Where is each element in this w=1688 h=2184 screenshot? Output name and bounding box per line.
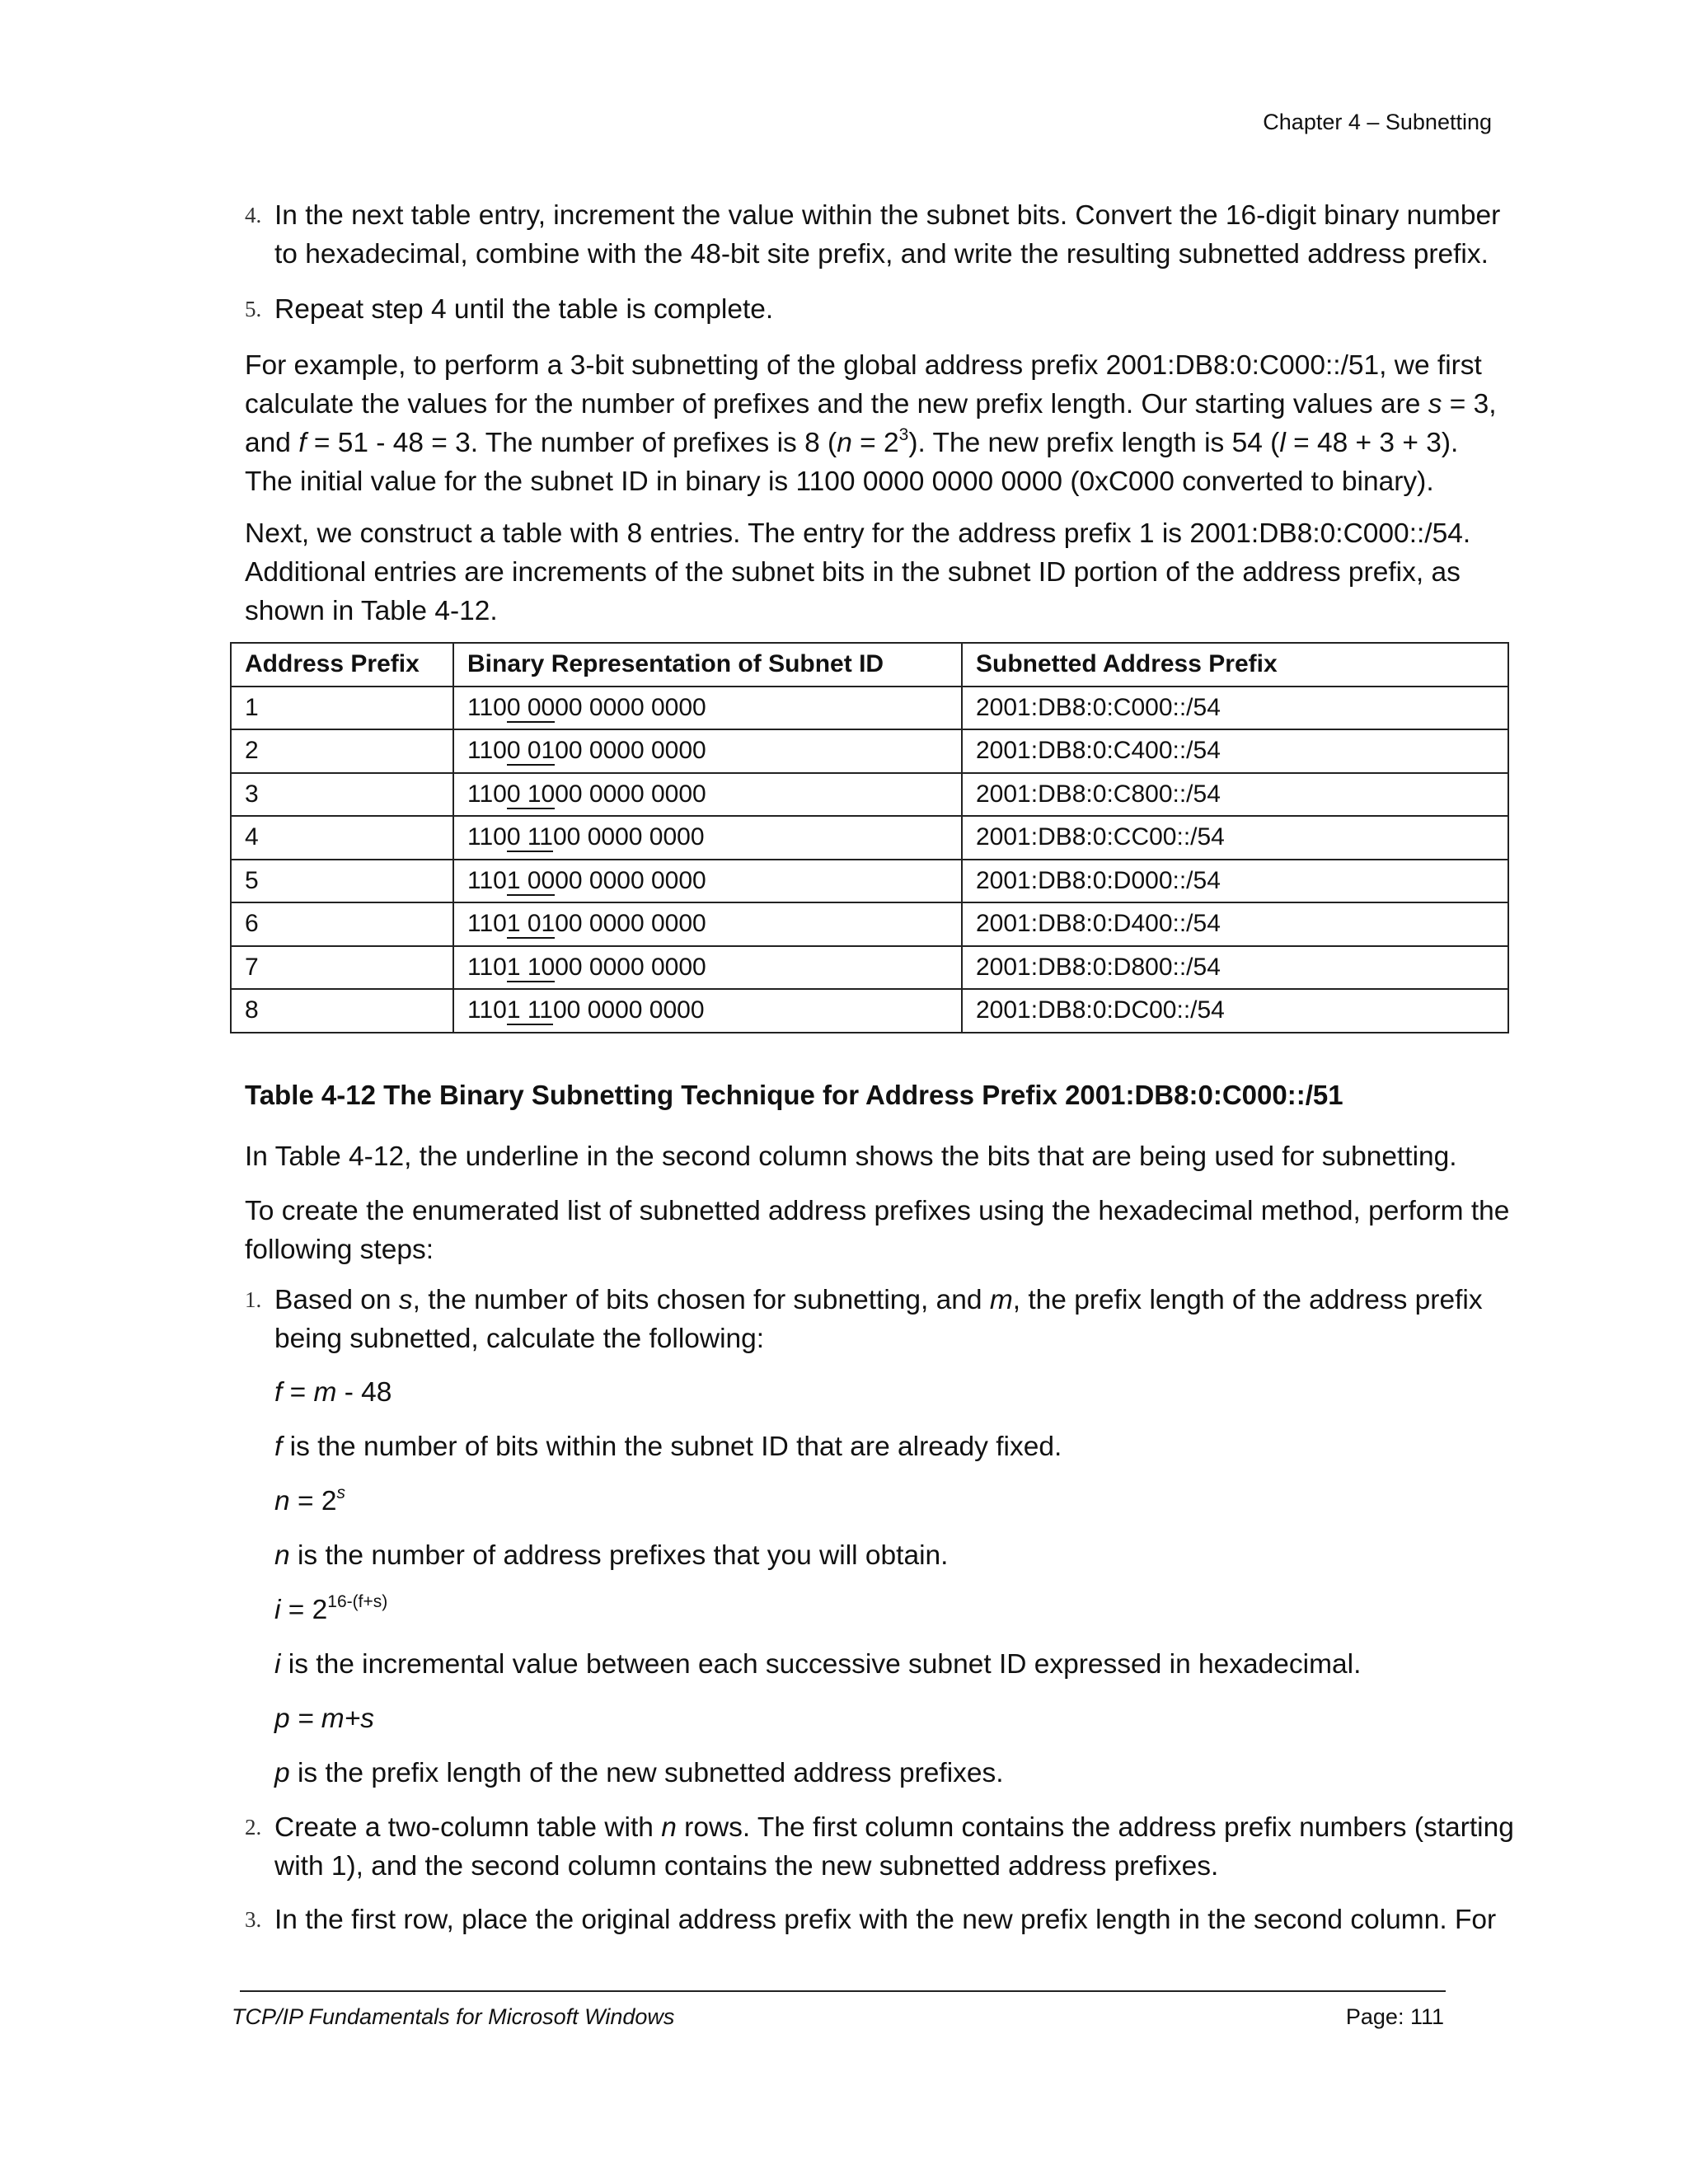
formula-f-description: f is the number of bits within the subnet ID that are already fixed. (274, 1432, 1062, 1462)
prefix-number-cell: 8 (231, 989, 453, 1033)
subnet-bits-underline: 0 01 (506, 737, 556, 765)
prefix-number-cell: 1 (231, 687, 453, 730)
subnet-table (230, 642, 1509, 1033)
column-header: Address Prefix (231, 643, 453, 687)
after-table-paragraph: In Table 4-12, the underline in the second column shows the bits that are being used for subnetting. (245, 1141, 1457, 1172)
hex-step-3 (245, 1900, 1514, 1939)
column-header: Subnetted Address Prefix (962, 643, 1508, 687)
subnet-bits-underline: 0 11 (506, 823, 553, 851)
subnetted-prefix-cell: 2001:DB8:0:D400::/54 (962, 902, 1508, 946)
step-number: 2. (245, 1815, 262, 1840)
table-row (231, 729, 1508, 773)
table-row (231, 989, 1508, 1033)
step-text: Create a two-column table with n rows. The first column contains the address prefix numbers (starting with 1), and the second column contains the new subnetted address prefixes. (274, 1812, 1514, 1882)
prefix-number-cell: 3 (231, 773, 453, 817)
binary-cell: 1101 1100 0000 0000 (453, 989, 962, 1033)
column-header: Binary Representation of Subnet ID (453, 643, 962, 687)
step-text: Based on s, the number of bits chosen for subnetting, and m, the prefix length of the address prefix being subnetted, calculate the following: (274, 1285, 1483, 1354)
next-paragraph: Next, we construct a table with 8 entries. The entry for the address prefix 1 is 2001:DB8:0:C000::/54. Additional entries are increments of the subnet bits in the subnet ID portion of the address prefix, as shown in Table 4-12. (245, 518, 1471, 626)
step-4 (245, 196, 1514, 274)
step-text: In the first row, place the original address prefix with the new prefix length in the second column. For (274, 1905, 1497, 1935)
step-5 (245, 290, 1514, 329)
footer-title: TCP/IP Fundamentals for Microsoft Windows (232, 2004, 675, 2029)
example-paragraph: For example, to perform a 3-bit subnetting of the global address prefix 2001:DB8:0:C000::/51, we first calculate the values for the number of prefixes and the new prefix length. Our starting values are s = 3, and f = 51 - 48 = 3. The number of prefixes is 8 $(n = 2^3)$. The new prefix length is 54 (l = 48 + 3 + 3). The initial value for the subnet ID in binary is 1100 0000 0000 0000 (0xC000 converted to binary). (245, 350, 1497, 497)
subnetted-prefix-cell: 2001:DB8:0:D800::/54 (962, 946, 1508, 990)
formula-f: f = m - 48 (274, 1377, 392, 1408)
subnetted-prefix-cell: 2001:DB8:0:D000::/54 (962, 860, 1508, 903)
subnet-bits-underline: 1 10 (506, 953, 556, 981)
formula-n: $n = 2^s$ (274, 1483, 345, 1516)
page-number: Page: 111 (1345, 2004, 1444, 2029)
binary-cell: 1100 1000 0000 0000 (453, 773, 962, 817)
subnet-bits-underline: 1 01 (506, 910, 556, 938)
prefix-number-cell: 2 (231, 729, 453, 773)
footer-rule (240, 1990, 1446, 1992)
running-header: Chapter 4 – Subnetting (1263, 110, 1492, 134)
step-text: In the next table entry, increment the value within the subnet bits. Convert the 16-digit binary number to hexadecimal, combine with the 48-bit site prefix, and write the resulting subnetted address prefix. (274, 200, 1501, 269)
table-row (231, 902, 1508, 946)
prefix-number-cell: 4 (231, 816, 453, 860)
table-row (231, 773, 1508, 817)
formula-n-description: n is the number of address prefixes that you will obtain. (274, 1540, 949, 1571)
binary-cell: 1100 0100 0000 0000 (453, 729, 962, 773)
step-number: 1. (245, 1287, 262, 1312)
hex-step-1 (245, 1281, 1514, 1358)
prefix-number-cell: 6 (231, 902, 453, 946)
subnet-bits-underline: 1 00 (506, 866, 556, 894)
subnet-bits-underline: 1 11 (506, 996, 553, 1024)
table-row (231, 860, 1508, 903)
table-row (231, 816, 1508, 860)
formula-i: $i = 2^{16-(f+s)}$ (274, 1592, 388, 1625)
step-text: Repeat step 4 until the table is complete. (274, 294, 774, 325)
subnetted-prefix-cell: 2001:DB8:0:DC00::/54 (962, 989, 1508, 1033)
binary-cell: 1101 0100 0000 0000 (453, 902, 962, 946)
formula-p-description: p is the prefix length of the new subnetted address prefixes. (274, 1758, 1004, 1788)
table-header-row (231, 643, 1508, 687)
table-caption: Table 4-12 The Binary Subnetting Technique for Address Prefix 2001:DB8:0:C000::/51 (245, 1080, 1343, 1110)
prefix-number-cell: 7 (231, 946, 453, 990)
subnet-bits-underline: 0 10 (506, 780, 556, 808)
binary-cell: 1101 1000 0000 0000 (453, 946, 962, 990)
hex-intro-paragraph: To create the enumerated list of subnetted address prefixes using the hexadecimal method, perform the following steps: (245, 1196, 1510, 1265)
subnetted-prefix-cell: 2001:DB8:0:C800::/54 (962, 773, 1508, 817)
binary-cell: 1101 0000 0000 0000 (453, 860, 962, 903)
formula-p: p = m+s (274, 1704, 375, 1734)
subnetted-prefix-cell: 2001:DB8:0:C000::/54 (962, 687, 1508, 730)
subnetted-prefix-cell: 2001:DB8:0:C400::/54 (962, 729, 1508, 773)
step-number: 3. (245, 1907, 262, 1932)
hex-step-2 (245, 1808, 1514, 1886)
formula-i-description: i is the incremental value between each successive subnet ID expressed in hexadecimal. (274, 1649, 1362, 1680)
subnet-bits-underline: 0 00 (506, 693, 556, 721)
table-row (231, 946, 1508, 990)
binary-cell: 1100 1100 0000 0000 (453, 816, 962, 860)
table-row (231, 687, 1508, 730)
binary-cell: 1100 0000 0000 0000 (453, 687, 962, 730)
subnetted-prefix-cell: 2001:DB8:0:CC00::/54 (962, 816, 1508, 860)
step-number: 5. (245, 297, 262, 321)
prefix-number-cell: 5 (231, 860, 453, 903)
step-number: 4. (245, 203, 262, 227)
